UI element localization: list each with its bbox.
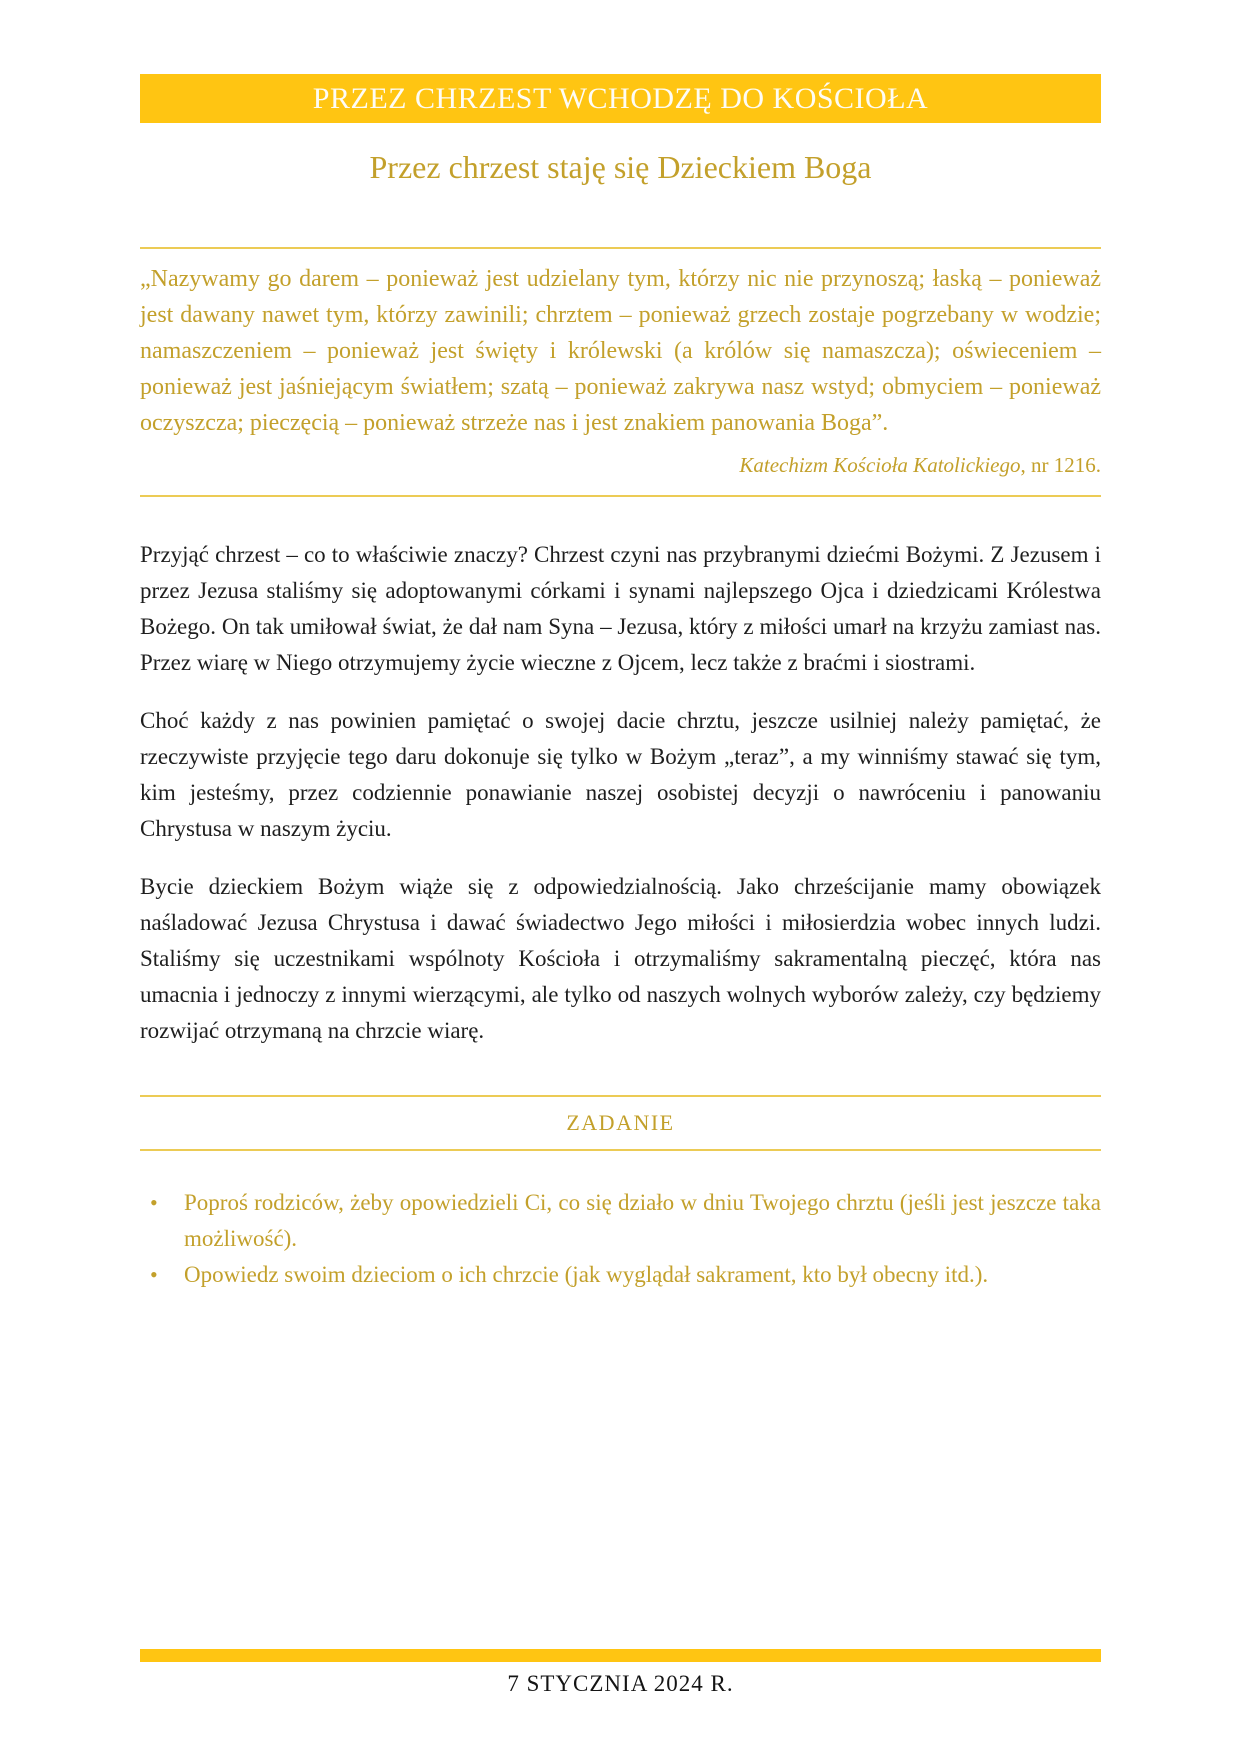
- paragraph-2: Choć każdy z nas powinien pamiętać o swojej dacie chrztu, jeszcze usilniej należy pamiętać, że rzeczywiste przyjęcie tego daru dokonuje się tylko w Bożym „teraz”, a my winniśmy stawać się tym, kim jesteśmy, przez codziennie ponawianie naszej osobistej decyzji o nawróceniu i panowaniu Chrystusa w naszym życiu.: [140, 708, 1101, 841]
- header-banner-title: PRZEZ CHRZEST WCHODZĘ DO KOŚCIOŁA: [312, 81, 929, 115]
- footer-rule-bar: [140, 1649, 1101, 1662]
- list-item: [150, 1257, 1101, 1293]
- paragraph-1: Przyjąć chrzest – co to właściwie znaczy? Chrzest czyni nas przybranymi dziećmi Bożymi. Z Jezusem i przez Jezusa staliśmy się adoptowanymi córkami i synami najlepszego Ojca i dziedzicami Królestwa Bożego. On tak umiłował świat, że dał nam Syna – Jezusa, który z miłości umarł na krzyżu zamiast nas. Przez wiarę w Niego otrzymujemy życie wieczne z Ojcem, lecz także z braćmi i siostrami.: [140, 542, 1101, 675]
- bullet-icon: •: [150, 1262, 158, 1287]
- task-item-text-2: Opowiedz swoim dzieciom o ich chrzcie (jak wyglądał sakrament, kto był obecny itd.).: [184, 1262, 989, 1287]
- bullet-icon: •: [150, 1190, 158, 1215]
- header-banner: [140, 74, 1101, 123]
- citation-reference-number: , nr 1216.: [1020, 453, 1101, 477]
- page-title: Przez chrzest staję się Dzieckiem Boga: [369, 149, 872, 185]
- list-item: [150, 1185, 1101, 1257]
- task-heading: ZADANIE: [566, 1110, 675, 1135]
- task-list: [140, 1185, 1101, 1293]
- quote-section: [140, 247, 1101, 497]
- body-text-section: [140, 537, 1101, 1049]
- task-item-text-1: Poproś rodziców, żeby opowiedzieli Ci, co się działo w dniu Twojego chrztu (jeśli jest jeszcze taka możliwość).: [184, 1190, 1101, 1251]
- citation-source-title: Katechizm Kościoła Katolickiego: [739, 453, 1021, 477]
- quote-citation: [140, 451, 1101, 479]
- task-heading-box: [140, 1095, 1101, 1151]
- footer-date: 7 STYCZNIA 2024 R.: [507, 1671, 734, 1696]
- paragraph-3: Bycie dzieckiem Bożym wiąże się z odpowiedzialnością. Jako chrześcijanie mamy obowiązek naśladować Jezusa Chrystusa i dawać świadectwo Jego miłości i miłosierdzia wobec innych ludzi. Staliśmy się uczestnikami wspólnoty Kościoła i otrzymaliśmy sakramentalną pieczęć, która nas umacnia i jednoczy z innymi wierzącymi, ale tylko od naszych wolnych wyborów zależy, czy będziemy rozwijać otrzymaną na chrzcie wiarę.: [140, 874, 1101, 1043]
- page-footer: [140, 1649, 1101, 1755]
- quote-text: „Nazywamy go darem – ponieważ jest udzielany tym, którzy nic nie przynoszą; łaską – ponieważ jest dawany nawet tym, którzy zawinili; chrztem – ponieważ grzech zostaje pogrzebany w wodzie; namaszczeniem – ponieważ jest święty i królewski (a królów się namaszcza); oświeceniem – ponieważ jest jaśniejącym światłem; szatą – ponieważ zakrywa nasz wstyd; obmyciem – ponieważ oczyszcza; pieczęcią – ponieważ strzeże nas i jest znakiem panowania Boga”.: [140, 266, 1101, 436]
- task-section: [140, 1049, 1101, 1293]
